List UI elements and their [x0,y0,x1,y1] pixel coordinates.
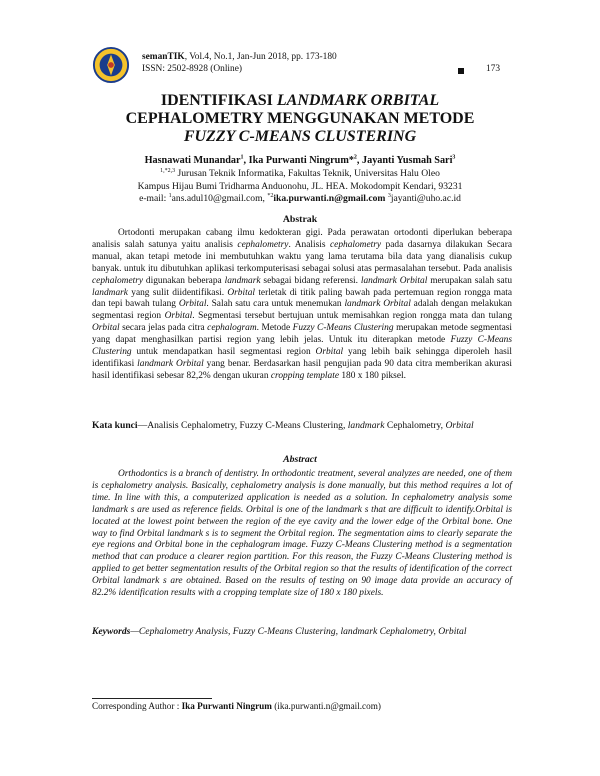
header-square-marker [458,68,464,74]
abstract-body: Orthodontics is a branch of dentistry. In orthodontic treatment, several analyzes are needed, one of them is cephalometry analysis. Basically, cephalometry analysis is done manually, but this method requires a lot of time. In line with this, a computerized application is needed as a solution. In cephalometry analysis some landmark s are used as reference fields. Orbital is one of the landmark s that are difficult to identify.Orbital is located at the lowest point between the region of the eye cavity and the lower edge of the Orbital bone. One way to find Orbital landmark s is to segment the Orbital region. The segmentation aims to clearly separate the eye regions and Orbital bone in the cephalogram image. Fuzzy C-Means Clustering method is a segmentation method that can produce a clearer region partition. For this reason, the Fuzzy C-Means Clustering method is applied to get better segmentation results of the Orbital region so that the results of identification of the correct Orbital landmark s are obtained. Based on the results of testing on 90 image data provide an accuracy of 82.2% identification results with a cropping template size of 180 x 180 pixels. [92,469,512,599]
abstrak-seg: yang sulit diidentifikasi. [127,287,228,298]
abstrak-seg: cephalometry [92,275,144,286]
journal-volume: , Vol.4, No.1, Jan-Jun 2018, pp. 173-180 [184,52,337,62]
email-line [60,193,540,205]
kata-kunci-text: —Analisis Cephalometry, Fuzzy C-Means Clustering, [137,420,348,431]
abstrak-seg: 180 x 180 piksel. [339,370,406,381]
abstrak-seg: pada dasarnya dilakukan Secara manual, akan tetapi metode ini membutuhkan waktu yang lama terutama bila data yang dianalisis cukup banyak. untuk itu dibutuhkan aplikasi terkomputerisasi sebagai solusi atas permasalahan tersebut. Pada analisis [92,239,512,274]
abstrak-heading: Abstrak [282,214,318,225]
abstrak-seg: landmark Orbital [344,299,411,310]
affiliation-line-2: Kampus Hijau Bumi Tridharma Anduonohu, JL. HEA. Mokodompit Kendari, 93231 [137,181,463,192]
author-1: Hasnawati Munandar [144,155,241,166]
author-list: Hasnawati Munandar$^1$, Ika Purwanti Ningrum*$^2$, Jayanti Yusmah Sari$^3$ [144,154,456,166]
abstrak-seg: Fuzzy C-Means Clustering [292,323,394,334]
title-line-2: CEPHALOMETRY MENGGUNAKAN METODE [125,110,475,127]
email-label: e-mail: [139,193,169,204]
email-3[interactable]: jayanti@uho.ac.id [390,193,461,204]
affiliation-sup: 1,*2,3 [160,167,176,174]
abstrak-seg: terletak di titik paling bawah pada pertemuan region rongga mata dan tepi bawah tulang [92,287,512,310]
abstrak-seg: cephalometry [237,239,289,250]
author-1-sup: 1 [240,154,244,161]
abstrak-seg: landmark [224,275,261,286]
abstrak-seg: Orbital [178,299,207,310]
corresponding-author [92,701,381,711]
abstrak-seg: Orbital [227,287,255,298]
journal-name: semanTIK [142,52,185,62]
abstrak-seg: . Analisis [288,239,330,250]
issn: ISSN: 2502-8928 (Online) [142,64,242,74]
footnote-divider [92,698,212,699]
keywords-text: —Cephalometry Analysis, Fuzzy C-Means Clustering, landmark Cephalometry, Orbital [130,626,467,637]
author-3: Jayanti Yusmah Sari [362,155,453,166]
abstrak-seg: merupakan salah satu [427,275,513,286]
author-3-sup: 3 [452,154,456,161]
corresponding-name: Ika Purwanti Ningrum [181,701,272,711]
university-logo-icon [92,46,130,84]
page-number: 173 [486,64,501,74]
abstrak-seg: . Segmentasi tersebut bertujuan untuk memisahkan region rongga mata dan tulang [192,311,513,322]
abstrak-seg: sebagai bidang referensi. [260,275,361,286]
abstrak-seg: cephalogram [207,323,257,334]
keywords-label: Keywords [92,626,131,637]
title-text-c: FUZZY C-MEANS CLUSTERING [183,128,417,145]
abstrak-seg: secara jelas pada citra [119,323,208,334]
journal-header [92,46,512,86]
title-line-1 [90,92,510,110]
abstrak-seg: digunakan beberapa [143,275,225,286]
email-3-sup: 3 [387,192,391,199]
author-2: Ika Purwanti Ningrum* [248,155,354,166]
abstrak-seg: landmark Orbital [137,358,204,369]
title-text-b: LANDMARK ORBITAL [276,92,440,109]
abstrak-body [92,228,512,383]
kata-kunci-text: Cephalometry, [384,420,446,431]
keywords [92,626,512,638]
kata-kunci-text: landmark [347,420,385,431]
abstrak-seg: merupakan metode segmentasi yang dapat menghasilkan partisi region yang lebih jelas. Untuk itu diterapkan metode [92,323,512,346]
affiliation-text-1: Jurusan Teknik Informatika, Fakultas Teknik, Universitas Halu Oleo [175,168,440,179]
email-2[interactable]: ika.purwanti.n@gmail.com [273,193,386,204]
abstrak-seg: untuk mendapatkan hasil segmentasi region [131,347,316,358]
abstrak-seg: Ortodonti merupakan cabang ilmu kedokteran gigi. Pada perawatan ortodonti diperlukan beberapa analisis salah satunya yaitu analisis [92,228,512,250]
abstrak-seg: landmark [92,287,128,298]
title-text-a: IDENTIFIKASI [160,92,277,109]
abstrak-seg: yang lebih baik sehingga diperoleh hasil identifikasi [92,347,512,369]
email-1-sup: 1 [168,192,172,199]
journal-citation [142,52,337,63]
abstrak-seg: Orbital [315,347,344,358]
abstrak-seg: cephalometry [330,239,382,250]
abstrak-seg: Orbital [92,323,120,334]
abstrak-seg: landmark Orbital [360,275,428,286]
kata-kunci-label: Kata kunci [92,420,138,431]
affiliation-line-1 [60,168,540,180]
abstrak-seg: . Salah satu cara untuk menemukan [206,299,345,310]
abstrak-seg: yang benar. Berdasarkan hasil pengujian pada 90 data citra memberikan akurasi hasil identifikasi sebesar 82,2% dengan ukuran [92,358,512,381]
abstract-heading-text: Abstract [283,454,317,465]
abstrak-seg: adalah dengan melakukan segmentasi region [92,299,512,322]
kata-kunci [92,420,512,432]
kata-kunci-text: Orbital [445,420,474,431]
abstrak-seg: Orbital [164,311,193,322]
corresponding-email[interactable]: (ika.purwanti.n@gmail.com) [271,701,381,711]
email-2-sup: *2 [267,192,274,199]
author-2-sup: 2 [353,154,357,161]
corresponding-prefix: Corresponding Author : [92,701,182,711]
abstrak-seg: Fuzzy C-Means Clustering [92,335,513,358]
abstract-heading [0,454,600,465]
abstrak-seg: cropping template [270,370,339,381]
abstrak-seg: . Metode [256,323,293,334]
title-line-3 [90,128,510,146]
email-1[interactable]: ans.adul10@gmail.com, [171,193,268,204]
